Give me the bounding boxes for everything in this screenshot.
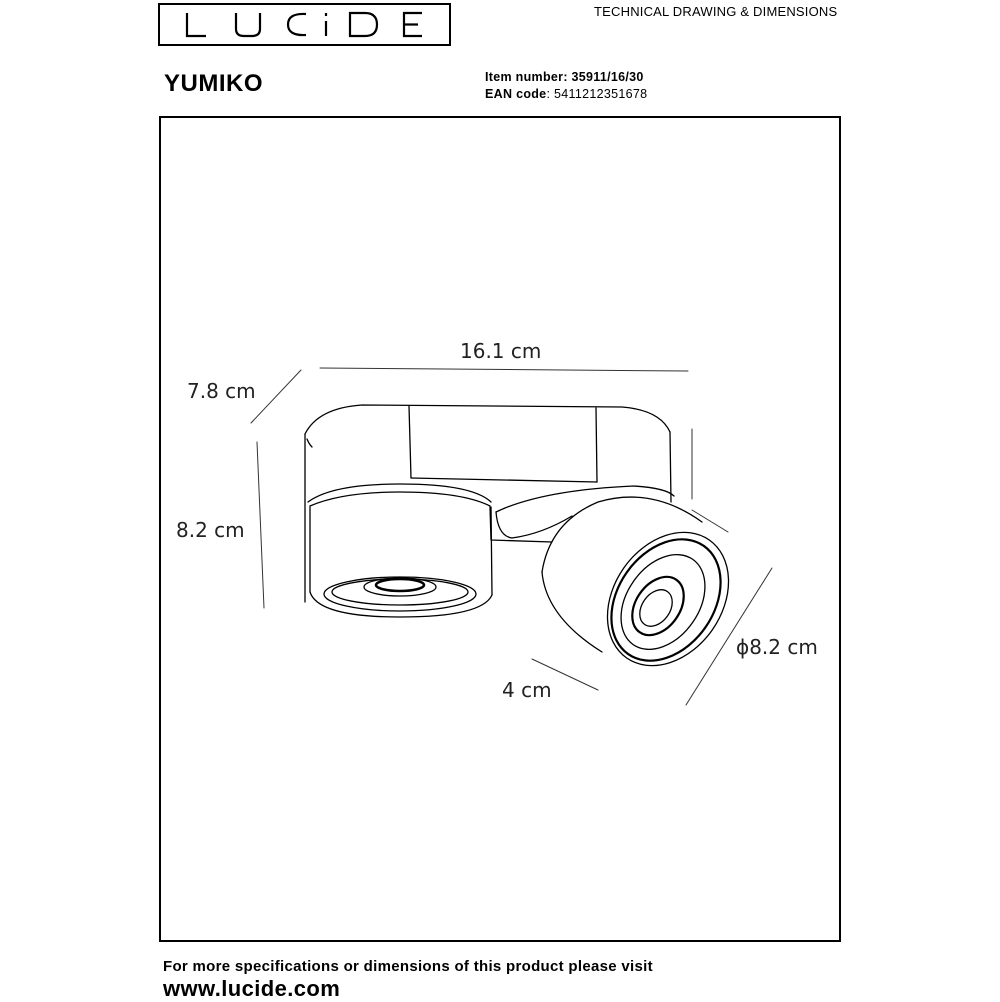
item-number-row [485,69,647,86]
footer-note: For more specifications or dimensions of this product please visit [163,958,653,975]
ean-code-label: EAN code [485,87,547,101]
dim-diameter-label: ϕ8.2 cm [736,635,818,659]
document-type: TECHNICAL DRAWING & DIMENSIONS [594,4,838,19]
ean-code-row [485,86,647,103]
dim-depth-label: 7.8 cm [187,379,256,403]
dim-height-label: 8.2 cm [176,518,245,542]
dim-width-label: 16.1 cm [460,339,542,363]
dim-head-depth-label: 4 cm [502,678,552,702]
socket-recess [496,486,674,538]
dimension-lines [251,368,772,705]
ean-code-value: : 5411212351678 [546,87,648,101]
left-spot-head [308,484,492,617]
drawing-frame [159,116,841,942]
lucide-logo [158,3,451,46]
product-meta [485,69,647,103]
item-number-value: : 35911/16/30 [563,70,644,84]
product-name: YUMIKO [164,70,263,97]
base-plate [305,405,671,602]
website-link[interactable]: www.lucide.com [163,976,341,1001]
technical-drawing [161,118,839,940]
lucide-logo-mark [160,5,449,44]
item-number-label: Item number [485,70,564,84]
right-spot-head [542,497,754,689]
